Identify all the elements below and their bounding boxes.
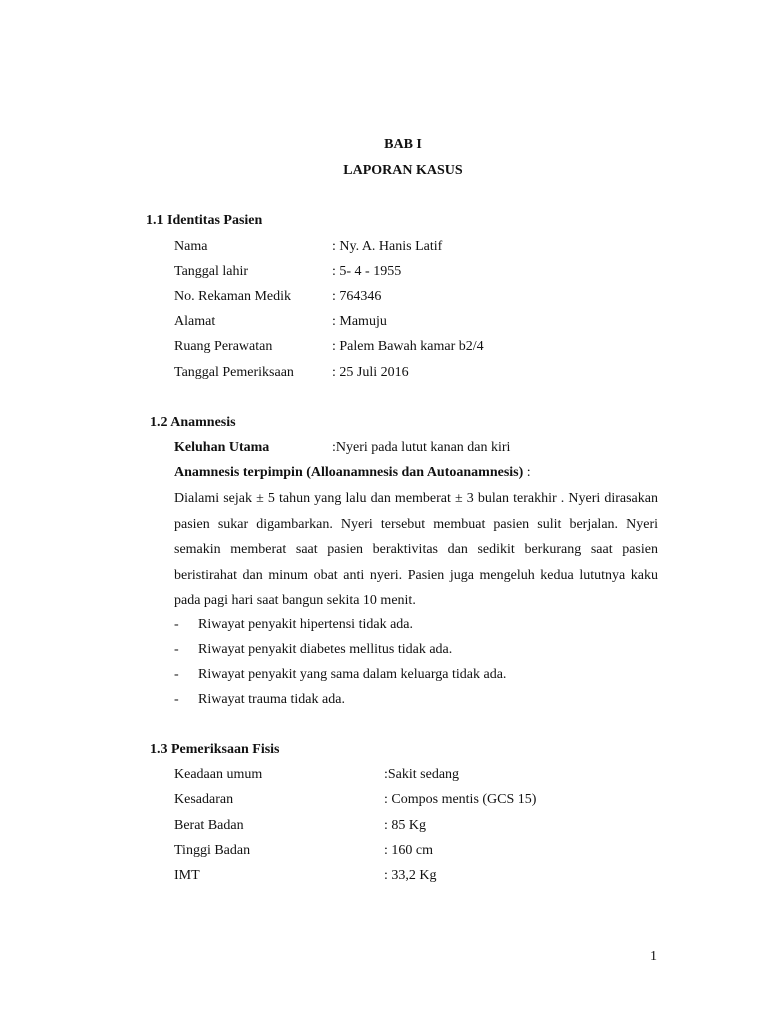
value-kesadaran: : Compos mentis (GCS 15) bbox=[384, 792, 537, 807]
page-number: 1 bbox=[650, 949, 657, 964]
section-heading-identitas: 1.1 Identitas Pasien bbox=[146, 213, 263, 228]
bullet-item-hipertensi: Riwayat penyakit hipertensi tidak ada. bbox=[198, 617, 413, 632]
chapter-heading: BAB I bbox=[384, 137, 422, 152]
value-berat-badan: : 85 Kg bbox=[384, 818, 426, 833]
value-keadaan-umum: :Sakit sedang bbox=[384, 767, 460, 782]
value-tinggi-badan: : 160 cm bbox=[384, 843, 433, 858]
bullet-dash: - bbox=[174, 692, 179, 707]
section-heading-pemeriksaan-fisis: 1.3 Pemeriksaan Fisis bbox=[150, 742, 280, 757]
label-nama: Nama bbox=[174, 239, 208, 254]
value-ruang-perawatan: : Palem Bawah kamar b2/4 bbox=[332, 339, 484, 354]
label-kesadaran: Kesadaran bbox=[174, 792, 234, 807]
label-tanggal-lahir: Tanggal lahir bbox=[174, 264, 249, 279]
anamnesis-paragraph: Dialami sejak ± 5 tahun yang lalu dan memberat ± 3 bulan terakhir . Nyeri dirasakan pasien sukar digambarkan. Nyeri tersebut membuat pasien sulit berjalan. Nyeri semakin memberat saat pasien beraktivitas dan sedikit berkurang saat pasien beristirahat dan minum obat anti nyeri. Pasien juga mengeluh kedua lututnya kaku pada pagi hari saat bangun sekita 10 menit. bbox=[174, 491, 658, 608]
label-keluhan-utama: Keluhan Utama bbox=[174, 440, 270, 455]
label-ruang-perawatan: Ruang Perawatan bbox=[174, 339, 273, 354]
colon: : bbox=[523, 465, 531, 480]
value-imt: : 33,2 Kg bbox=[384, 868, 437, 883]
value-rekam-medik: : 764346 bbox=[332, 289, 382, 304]
value-nama: : Ny. A. Hanis Latif bbox=[332, 239, 443, 254]
bullet-item-keluarga: Riwayat penyakit yang sama dalam keluarga tidak ada. bbox=[198, 667, 507, 682]
bullet-item-diabetes: Riwayat penyakit diabetes mellitus tidak ada. bbox=[198, 642, 453, 657]
label-rekam-medik: No. Rekaman Medik bbox=[174, 289, 292, 304]
bullet-dash: - bbox=[174, 642, 179, 657]
section-heading-anamnesis: 1.2 Anamnesis bbox=[150, 415, 236, 430]
label-tinggi-badan: Tinggi Badan bbox=[174, 843, 251, 858]
label-alamat: Alamat bbox=[174, 314, 216, 329]
value-alamat: : Mamuju bbox=[332, 314, 387, 329]
bullet-item-trauma: Riwayat trauma tidak ada. bbox=[198, 692, 345, 707]
value-tanggal-lahir: : 5- 4 - 1955 bbox=[332, 264, 402, 279]
value-keluhan-utama: :Nyeri pada lutut kanan dan kiri bbox=[332, 440, 511, 455]
anamnesis-terpimpin-line bbox=[174, 465, 531, 481]
label-berat-badan: Berat Badan bbox=[174, 818, 244, 833]
bullet-dash: - bbox=[174, 667, 179, 682]
label-imt: IMT bbox=[174, 868, 200, 883]
bullet-dash: - bbox=[174, 617, 179, 632]
label-keadaan-umum: Keadaan umum bbox=[174, 767, 263, 782]
label-anamnesis-terpimpin: Anamnesis terpimpin (Alloanamnesis dan Autoanamnesis) bbox=[174, 465, 524, 480]
value-tanggal-pemeriksaan: : 25 Juli 2016 bbox=[332, 365, 409, 380]
report-title: LAPORAN KASUS bbox=[343, 163, 463, 178]
label-tanggal-pemeriksaan: Tanggal Pemeriksaan bbox=[174, 365, 294, 380]
